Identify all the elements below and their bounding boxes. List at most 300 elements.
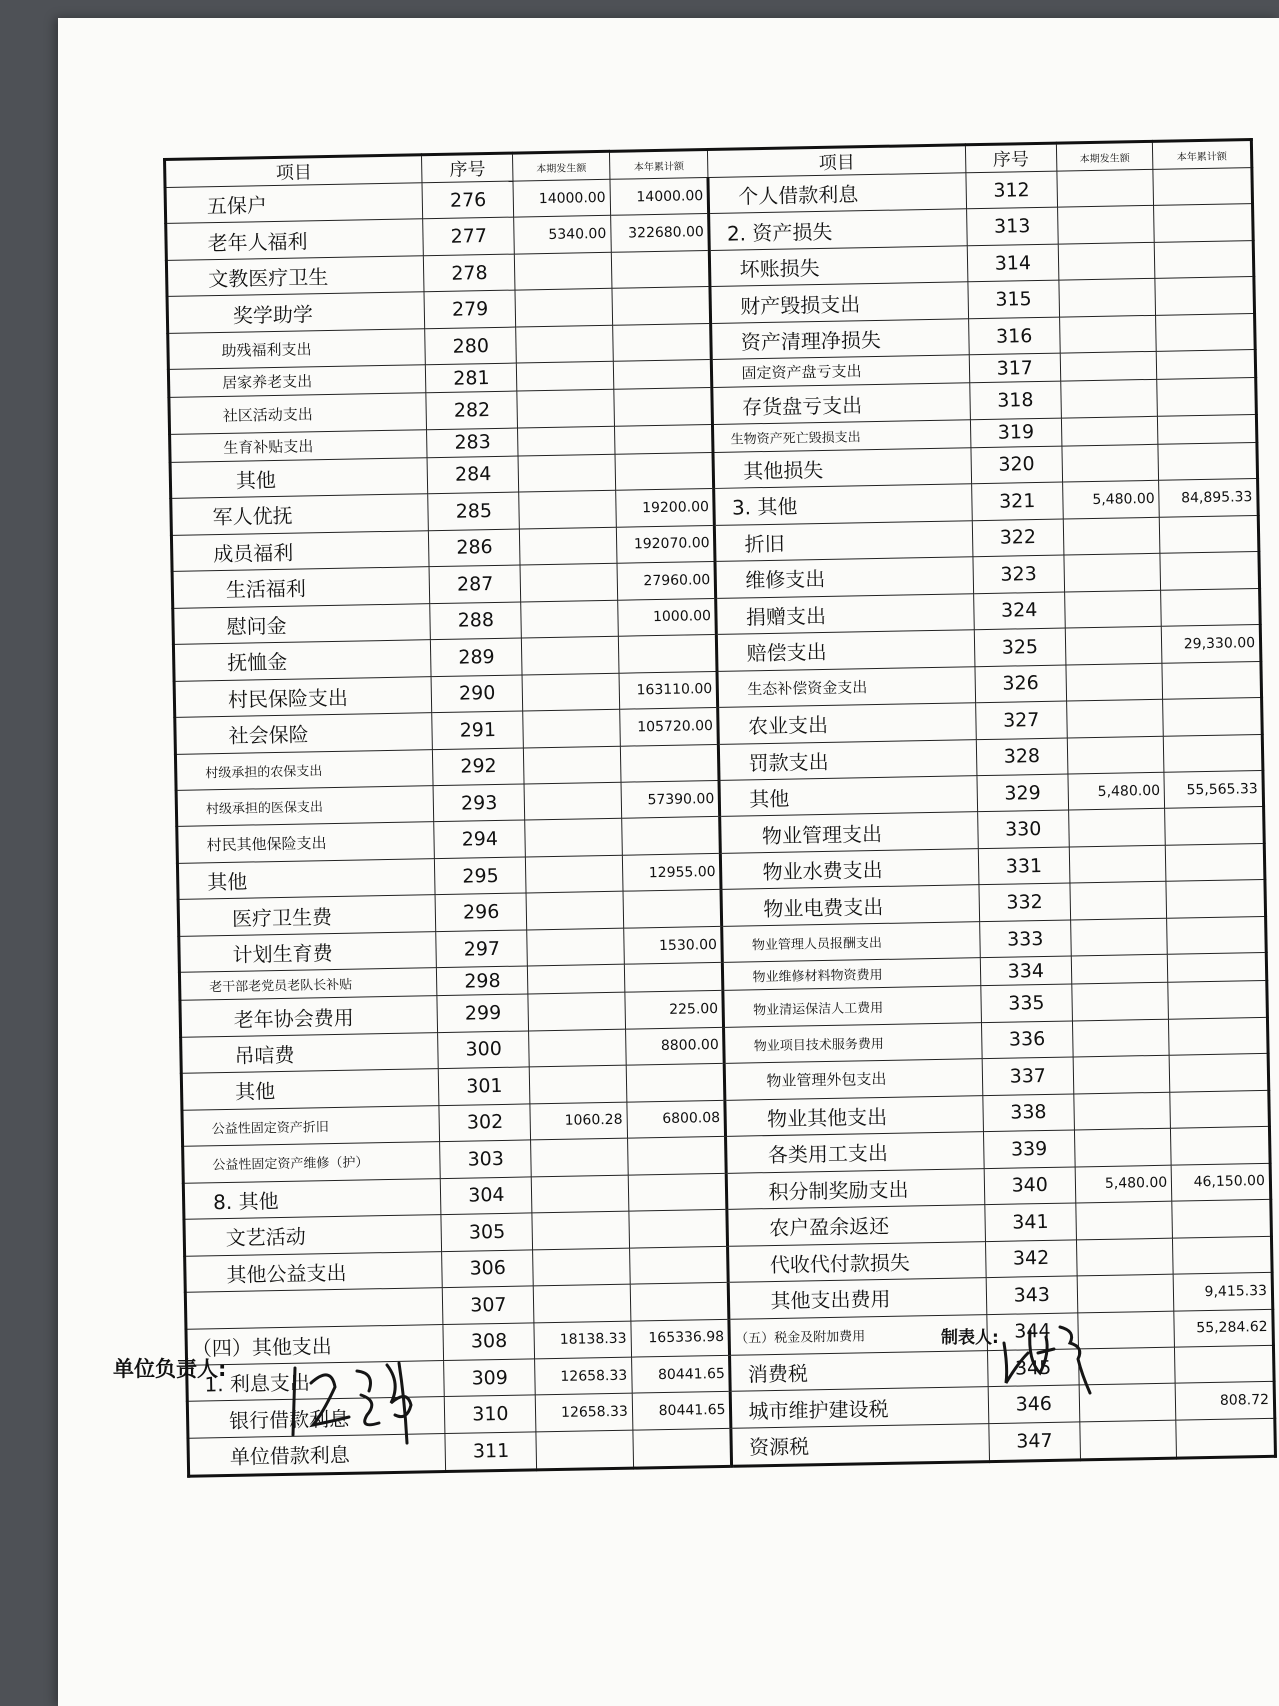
- right-seq-cell: 338: [983, 1094, 1075, 1132]
- right-ytd-amount-cell: 55,284.62: [1174, 1309, 1273, 1347]
- left-current-amount-cell: [534, 1284, 631, 1322]
- left-ytd-amount-cell: 225.00: [625, 991, 724, 1029]
- left-current-amount-cell: [524, 746, 621, 784]
- left-ytd-amount-cell: 1530.00: [624, 926, 723, 964]
- left-current-amount-cell: [533, 1248, 630, 1286]
- right-current-amount-cell: [1069, 845, 1166, 883]
- left-current-amount-cell: [517, 390, 614, 428]
- header-ytd-right: 本年累计额: [1153, 140, 1252, 170]
- preparer-label: 制表人:: [941, 1328, 999, 1348]
- right-seq-cell: 319: [970, 418, 1062, 448]
- left-seq-cell: 284: [427, 456, 519, 494]
- right-item-cell: 财产毁损支出: [710, 282, 968, 323]
- right-ytd-amount-cell: [1164, 734, 1263, 772]
- left-seq-cell: 301: [439, 1067, 531, 1105]
- left-seq-cell: 282: [426, 391, 518, 429]
- left-item-cell: 生育补贴支出: [170, 429, 428, 462]
- right-seq-cell: 330: [977, 810, 1069, 848]
- right-item-cell: 消费税: [730, 1351, 988, 1392]
- left-item-cell: 社区活动支出: [169, 393, 427, 434]
- right-seq-cell: 316: [968, 317, 1060, 355]
- right-seq-cell: 324: [973, 592, 1065, 630]
- right-ytd-amount-cell: [1158, 414, 1257, 444]
- left-current-amount-cell: [515, 289, 612, 327]
- right-current-amount-cell: [1062, 444, 1159, 482]
- header-current-left: 本期发生额: [513, 151, 610, 181]
- right-item-cell: 折旧: [715, 520, 973, 561]
- right-ytd-amount-cell: [1171, 1127, 1270, 1165]
- left-seq-cell: 308: [443, 1322, 535, 1360]
- preparer-signature: [998, 1313, 1098, 1403]
- left-seq-cell: 295: [435, 857, 527, 895]
- right-current-amount-cell: [1074, 1092, 1171, 1130]
- left-current-amount-cell: 14000.00: [513, 179, 610, 217]
- right-seq-cell: 317: [969, 353, 1061, 383]
- right-ytd-amount-cell: [1156, 313, 1255, 351]
- left-current-amount-cell: [527, 928, 624, 966]
- paper-sheet: [58, 18, 1279, 1706]
- left-seq-cell: 311: [445, 1432, 537, 1472]
- right-ytd-amount-cell: [1175, 1345, 1274, 1383]
- left-item-cell: 奖学助学: [167, 292, 425, 333]
- header-ytd-left: 本年累计额: [609, 150, 708, 180]
- left-ytd-amount-cell: 322680.00: [610, 214, 709, 252]
- right-item-cell: 城市维护建设税: [731, 1387, 989, 1428]
- right-current-amount-cell: [1066, 663, 1163, 701]
- left-item-cell: 文艺活动: [184, 1215, 442, 1256]
- left-current-amount-cell: 5340.00: [514, 216, 611, 254]
- left-seq-cell: 285: [428, 492, 520, 530]
- right-ytd-amount-cell: [1165, 807, 1264, 845]
- left-item-cell: 老干部老党员老队长补贴: [179, 968, 437, 1001]
- left-current-amount-cell: [523, 709, 620, 747]
- right-item-cell: 农户盈余返还: [727, 1205, 985, 1246]
- right-current-amount-cell: [1064, 553, 1161, 591]
- right-item-cell: 赔偿支出: [717, 630, 975, 671]
- right-seq-cell: 318: [969, 381, 1061, 419]
- header-item-left: 项目: [165, 155, 423, 188]
- left-seq-cell: 310: [445, 1395, 537, 1433]
- right-current-amount-cell: [1061, 380, 1158, 418]
- right-item-cell: 固定资产盘亏支出: [712, 355, 970, 388]
- right-ytd-amount-cell: [1161, 588, 1260, 626]
- left-item-cell: 慰问金: [173, 603, 431, 644]
- right-ytd-amount-cell: [1157, 350, 1256, 380]
- unit-head-signature: [283, 1343, 423, 1448]
- right-current-amount-cell: [1073, 1055, 1170, 1093]
- header-seq-left: 序号: [422, 153, 514, 183]
- right-item-cell: 生物资产死亡毁损支出: [713, 420, 971, 453]
- right-ytd-amount-cell: [1168, 981, 1267, 1019]
- left-item-cell: 其他: [170, 457, 428, 498]
- left-current-amount-cell: [524, 782, 621, 820]
- left-current-amount-cell: 12658.33: [536, 1394, 633, 1432]
- left-ytd-amount-cell: 8800.00: [625, 1027, 724, 1065]
- left-seq-cell: 293: [433, 784, 525, 822]
- right-item-cell: 物业水费支出: [721, 849, 979, 890]
- right-ytd-amount-cell: [1172, 1199, 1271, 1237]
- right-item-cell: 生态补偿资金支出: [717, 666, 975, 707]
- right-seq-cell: 337: [982, 1057, 1074, 1095]
- right-item-cell: 代收代付款损失: [728, 1241, 986, 1282]
- left-item-cell: 计划生育费: [179, 931, 437, 972]
- right-seq-cell: 345: [987, 1349, 1079, 1387]
- left-ytd-amount-cell: 163110.00: [619, 671, 718, 709]
- left-ytd-amount-cell: 14000.00: [610, 178, 709, 216]
- left-seq-cell: 306: [442, 1249, 534, 1287]
- right-current-amount-cell: [1059, 315, 1156, 353]
- right-current-amount-cell: [1074, 1128, 1171, 1166]
- left-item-cell: 抚恤金: [173, 640, 431, 681]
- right-item-cell: 物业其他支出: [725, 1095, 983, 1136]
- left-seq-cell: 289: [431, 638, 523, 676]
- right-seq-cell: 322: [972, 519, 1064, 557]
- right-seq-cell: 328: [976, 738, 1068, 776]
- left-ytd-amount-cell: 6800.08: [627, 1100, 726, 1138]
- right-seq-cell: 342: [985, 1240, 1077, 1278]
- left-seq-cell: 286: [429, 529, 521, 567]
- header-item-right: 项目: [708, 145, 966, 178]
- left-item-cell: 其他: [181, 1069, 439, 1110]
- left-ytd-amount-cell: [613, 360, 712, 390]
- left-current-amount-cell: [518, 426, 615, 456]
- right-seq-cell: 313: [966, 208, 1058, 246]
- left-current-amount-cell: [519, 490, 616, 528]
- left-current-amount-cell: [521, 600, 618, 638]
- expense-ledger-table: [163, 138, 1277, 1478]
- left-item-cell: 老年协会费用: [180, 996, 438, 1037]
- left-current-amount-cell: 1060.28: [530, 1102, 627, 1140]
- right-current-amount-cell: [1072, 1019, 1169, 1057]
- right-item-cell: （五）税金及附加费用: [729, 1314, 987, 1355]
- right-ytd-amount-cell: [1162, 661, 1261, 699]
- right-ytd-amount-cell: [1155, 277, 1254, 315]
- left-item-cell: 公益性固定资产折旧: [182, 1105, 440, 1146]
- left-ytd-amount-cell: [628, 1173, 727, 1211]
- left-item-cell: 医疗卫生费: [178, 895, 436, 936]
- right-ytd-amount-cell: 9,415.33: [1173, 1272, 1272, 1310]
- right-seq-cell: 312: [966, 171, 1058, 209]
- left-current-amount-cell: [526, 855, 623, 893]
- right-ytd-amount-cell: [1158, 442, 1257, 480]
- left-current-amount-cell: 18138.33: [534, 1321, 631, 1359]
- right-ytd-amount-cell: 29,330.00: [1162, 625, 1261, 663]
- left-item-cell: 村民保险支出: [174, 676, 432, 717]
- left-seq-cell: 302: [439, 1104, 531, 1142]
- right-current-amount-cell: [1063, 517, 1160, 555]
- right-current-amount-cell: [1070, 882, 1167, 920]
- right-ytd-amount-cell: [1169, 1054, 1268, 1092]
- left-item-cell: 生活福利: [172, 567, 430, 608]
- right-current-amount-cell: 5,480.00: [1062, 481, 1159, 519]
- left-current-amount-cell: [520, 527, 617, 565]
- left-current-amount-cell: [531, 1138, 628, 1176]
- right-current-amount-cell: [1072, 983, 1169, 1021]
- left-seq-cell: 277: [423, 218, 515, 256]
- left-seq-cell: 299: [437, 994, 529, 1032]
- left-current-amount-cell: [520, 563, 617, 601]
- left-ytd-amount-cell: 105720.00: [620, 707, 719, 745]
- right-ytd-amount-cell: [1157, 378, 1256, 416]
- right-ytd-amount-cell: 808.72: [1175, 1382, 1274, 1420]
- left-seq-cell: 276: [422, 181, 514, 219]
- right-item-cell: 个人借款利息: [708, 173, 966, 214]
- left-item-cell: 单位借款利息: [188, 1433, 446, 1476]
- left-ytd-amount-cell: 19200.00: [616, 489, 715, 527]
- right-seq-cell: 346: [988, 1385, 1080, 1423]
- right-seq-cell: 336: [981, 1021, 1073, 1059]
- right-seq-cell: 314: [967, 244, 1059, 282]
- left-current-amount-cell: [522, 673, 619, 711]
- left-ytd-amount-cell: 27960.00: [617, 562, 716, 600]
- left-ytd-amount-cell: [624, 963, 723, 993]
- right-seq-cell: 315: [968, 281, 1060, 319]
- right-seq-cell: 321: [971, 482, 1063, 520]
- left-item-cell: 其他公益支出: [185, 1251, 443, 1292]
- left-ytd-amount-cell: 80441.65: [632, 1392, 731, 1430]
- right-item-cell: 物业清运保洁人工费用: [723, 986, 981, 1027]
- left-current-amount-cell: [525, 819, 622, 857]
- left-item-cell: 吊唁费: [181, 1032, 439, 1073]
- left-item-cell: 村级承担的农保支出: [175, 749, 433, 790]
- left-item-cell: 8. 其他: [183, 1178, 441, 1219]
- left-current-amount-cell: [522, 636, 619, 674]
- left-current-amount-cell: [517, 362, 614, 392]
- left-seq-cell: 307: [443, 1286, 535, 1324]
- left-item-cell: 村民其他保险支出: [177, 822, 435, 863]
- left-ytd-amount-cell: [630, 1282, 729, 1320]
- right-seq-cell: 333: [979, 920, 1071, 958]
- left-item-cell: 居家养老支出: [168, 365, 426, 398]
- right-current-amount-cell: [1061, 416, 1158, 446]
- right-current-amount-cell: [1059, 279, 1156, 317]
- left-ytd-amount-cell: [626, 1064, 725, 1102]
- left-item-cell: 文教医疗卫生: [166, 256, 424, 297]
- left-ytd-amount-cell: [629, 1246, 728, 1284]
- left-seq-cell: 300: [438, 1031, 530, 1069]
- left-ytd-amount-cell: 192070.00: [616, 525, 715, 563]
- right-ytd-amount-cell: 84,895.33: [1159, 479, 1258, 517]
- right-ytd-amount-cell: [1169, 1017, 1268, 1055]
- right-seq-cell: 325: [974, 628, 1066, 666]
- right-item-cell: 存货盘亏支出: [712, 383, 970, 424]
- right-ytd-amount-cell: [1176, 1418, 1275, 1458]
- left-seq-cell: 290: [431, 675, 523, 713]
- left-ytd-amount-cell: [615, 452, 714, 490]
- left-item-cell: 公益性固定资产维修（护）: [183, 1142, 441, 1183]
- right-seq-cell: 320: [971, 446, 1063, 484]
- left-seq-cell: 288: [430, 602, 522, 640]
- left-ytd-amount-cell: [620, 744, 719, 782]
- right-seq-cell: 323: [973, 555, 1065, 593]
- right-current-amount-cell: [1060, 352, 1157, 382]
- right-ytd-amount-cell: 46,150.00: [1171, 1163, 1270, 1201]
- right-item-cell: 维修支出: [715, 557, 973, 598]
- left-item-cell: 军人优抚: [171, 494, 429, 535]
- right-current-amount-cell: [1057, 169, 1154, 207]
- left-current-amount-cell: [532, 1211, 629, 1249]
- ledger-table-container: [163, 138, 1277, 1478]
- left-seq-cell: 278: [424, 254, 516, 292]
- right-ytd-amount-cell: 55,565.33: [1164, 770, 1263, 808]
- right-seq-cell: 327: [975, 701, 1067, 739]
- left-ytd-amount-cell: [612, 323, 711, 361]
- ledger-body: [165, 168, 1275, 1477]
- left-ytd-amount-cell: [633, 1428, 732, 1468]
- left-seq-cell: 283: [427, 428, 519, 458]
- right-seq-cell: 326: [975, 665, 1067, 703]
- right-seq-cell: 341: [985, 1203, 1077, 1241]
- right-item-cell: 其他: [719, 776, 977, 817]
- right-item-cell: 物业维修材料物资费用: [723, 958, 981, 991]
- left-seq-cell: 279: [424, 290, 516, 328]
- left-ytd-amount-cell: [629, 1209, 728, 1247]
- right-item-cell: 物业电费支出: [721, 885, 979, 926]
- right-ytd-amount-cell: [1166, 880, 1265, 918]
- left-seq-cell: 304: [441, 1177, 533, 1215]
- right-item-cell: 各类用工支出: [726, 1132, 984, 1173]
- right-current-amount-cell: [1057, 206, 1154, 244]
- right-ytd-amount-cell: [1173, 1236, 1272, 1274]
- header-current-right: 本期发生额: [1056, 141, 1153, 171]
- right-ytd-amount-cell: [1166, 843, 1265, 881]
- left-item-cell: 社会保险: [175, 713, 433, 754]
- right-item-cell: 2. 资产损失: [709, 209, 967, 250]
- left-current-amount-cell: [530, 1065, 627, 1103]
- right-ytd-amount-cell: [1168, 953, 1267, 983]
- left-current-amount-cell: 12658.33: [535, 1357, 632, 1395]
- right-item-cell: 农业支出: [718, 703, 976, 744]
- right-current-amount-cell: [1076, 1201, 1173, 1239]
- right-seq-cell: 335: [981, 984, 1073, 1022]
- left-seq-cell: 292: [433, 747, 525, 785]
- right-seq-cell: 340: [984, 1167, 1076, 1205]
- right-item-cell: 其他支出费用: [729, 1278, 987, 1319]
- right-seq-cell: 329: [977, 774, 1069, 812]
- left-item-cell: 助残福利支出: [168, 329, 426, 370]
- right-seq-cell: 343: [986, 1276, 1078, 1314]
- right-ytd-amount-cell: [1160, 552, 1259, 590]
- right-current-amount-cell: [1076, 1238, 1173, 1276]
- left-seq-cell: 287: [429, 565, 521, 603]
- left-current-amount-cell: [516, 325, 613, 363]
- right-current-amount-cell: 5,480.00: [1075, 1165, 1172, 1203]
- right-ytd-amount-cell: [1160, 515, 1259, 553]
- right-seq-cell: 334: [980, 956, 1072, 986]
- right-seq-cell: 347: [989, 1422, 1081, 1462]
- left-ytd-amount-cell: 80441.65: [631, 1355, 730, 1393]
- left-current-amount-cell: [515, 252, 612, 290]
- left-ytd-amount-cell: [614, 424, 713, 454]
- right-seq-cell: 339: [983, 1130, 1075, 1168]
- right-item-cell: 资产清理净损失: [711, 319, 969, 360]
- header-seq-right: 序号: [965, 143, 1057, 173]
- left-ytd-amount-cell: [614, 388, 713, 426]
- left-ytd-amount-cell: [611, 250, 710, 288]
- left-seq-cell: 303: [440, 1140, 532, 1178]
- left-seq-cell: 280: [425, 327, 517, 365]
- left-ytd-amount-cell: [612, 287, 711, 325]
- left-item-cell: 1. 利息支出: [187, 1361, 445, 1402]
- right-current-amount-cell: [1071, 955, 1168, 985]
- left-seq-cell: 297: [436, 930, 528, 968]
- left-item-cell: 银行借款利息: [187, 1397, 445, 1438]
- right-ytd-amount-cell: [1170, 1090, 1269, 1128]
- right-seq-cell: 332: [979, 883, 1071, 921]
- left-ytd-amount-cell: 165336.98: [631, 1319, 730, 1357]
- right-current-amount-cell: [1065, 626, 1162, 664]
- right-item-cell: 坏账损失: [710, 246, 968, 287]
- right-current-amount-cell: [1064, 590, 1161, 628]
- right-item-cell: 3. 其他: [714, 484, 972, 525]
- right-item-cell: 其他损失: [713, 447, 971, 488]
- right-current-amount-cell: [1058, 242, 1155, 280]
- right-ytd-amount-cell: [1167, 916, 1266, 954]
- right-item-cell: 物业管理外包支出: [725, 1059, 983, 1100]
- left-seq-cell: 281: [426, 363, 518, 393]
- left-current-amount-cell: [526, 892, 623, 930]
- right-seq-cell: 344: [987, 1312, 1079, 1350]
- left-ytd-amount-cell: [623, 890, 722, 928]
- right-item-cell: 物业管理支出: [720, 812, 978, 853]
- left-item-cell: （四）其他支出: [186, 1324, 444, 1365]
- left-seq-cell: 296: [435, 893, 527, 931]
- left-seq-cell: 291: [432, 711, 524, 749]
- left-ytd-amount-cell: [622, 817, 721, 855]
- left-current-amount-cell: [518, 454, 615, 492]
- left-ytd-amount-cell: 1000.00: [618, 598, 717, 636]
- left-ytd-amount-cell: 57390.00: [621, 780, 720, 818]
- right-current-amount-cell: [1077, 1274, 1174, 1312]
- left-seq-cell: 298: [437, 966, 529, 996]
- right-current-amount-cell: [1067, 736, 1164, 774]
- left-seq-cell: 305: [441, 1213, 533, 1251]
- left-item-cell: 老年人福利: [166, 219, 424, 260]
- left-ytd-amount-cell: [618, 635, 717, 673]
- right-current-amount-cell: 5,480.00: [1068, 772, 1165, 810]
- right-current-amount-cell: [1080, 1420, 1177, 1460]
- right-current-amount-cell: [1070, 918, 1167, 956]
- right-current-amount-cell: [1068, 809, 1165, 847]
- right-ytd-amount-cell: [1163, 697, 1262, 735]
- right-seq-cell: 331: [978, 847, 1070, 885]
- left-ytd-amount-cell: [627, 1137, 726, 1175]
- left-current-amount-cell: [528, 992, 625, 1030]
- right-ytd-amount-cell: [1154, 204, 1253, 242]
- left-seq-cell: 309: [444, 1359, 536, 1397]
- left-item-cell: 其他: [177, 859, 435, 900]
- left-current-amount-cell: [528, 964, 625, 994]
- left-current-amount-cell: [529, 1029, 626, 1067]
- left-item-cell: 五保户: [165, 183, 423, 224]
- left-ytd-amount-cell: 12955.00: [622, 853, 721, 891]
- left-current-amount-cell: [536, 1430, 633, 1470]
- right-item-cell: 捐赠支出: [716, 593, 974, 634]
- right-item-cell: 积分制奖励支出: [727, 1168, 985, 1209]
- left-seq-cell: 294: [434, 820, 526, 858]
- right-item-cell: 物业项目技术服务费用: [724, 1022, 982, 1063]
- left-item-cell: 村级承担的医保支出: [176, 786, 434, 827]
- right-item-cell: 物业管理人员报酬支出: [722, 922, 980, 963]
- right-item-cell: 罚款支出: [719, 739, 977, 780]
- left-current-amount-cell: [532, 1175, 629, 1213]
- right-ytd-amount-cell: [1153, 168, 1252, 206]
- right-ytd-amount-cell: [1155, 240, 1254, 278]
- unit-head-label: 单位负责人:: [113, 1357, 227, 1381]
- right-current-amount-cell: [1066, 699, 1163, 737]
- left-item-cell: 成员福利: [171, 530, 429, 571]
- left-item-cell: [185, 1288, 443, 1329]
